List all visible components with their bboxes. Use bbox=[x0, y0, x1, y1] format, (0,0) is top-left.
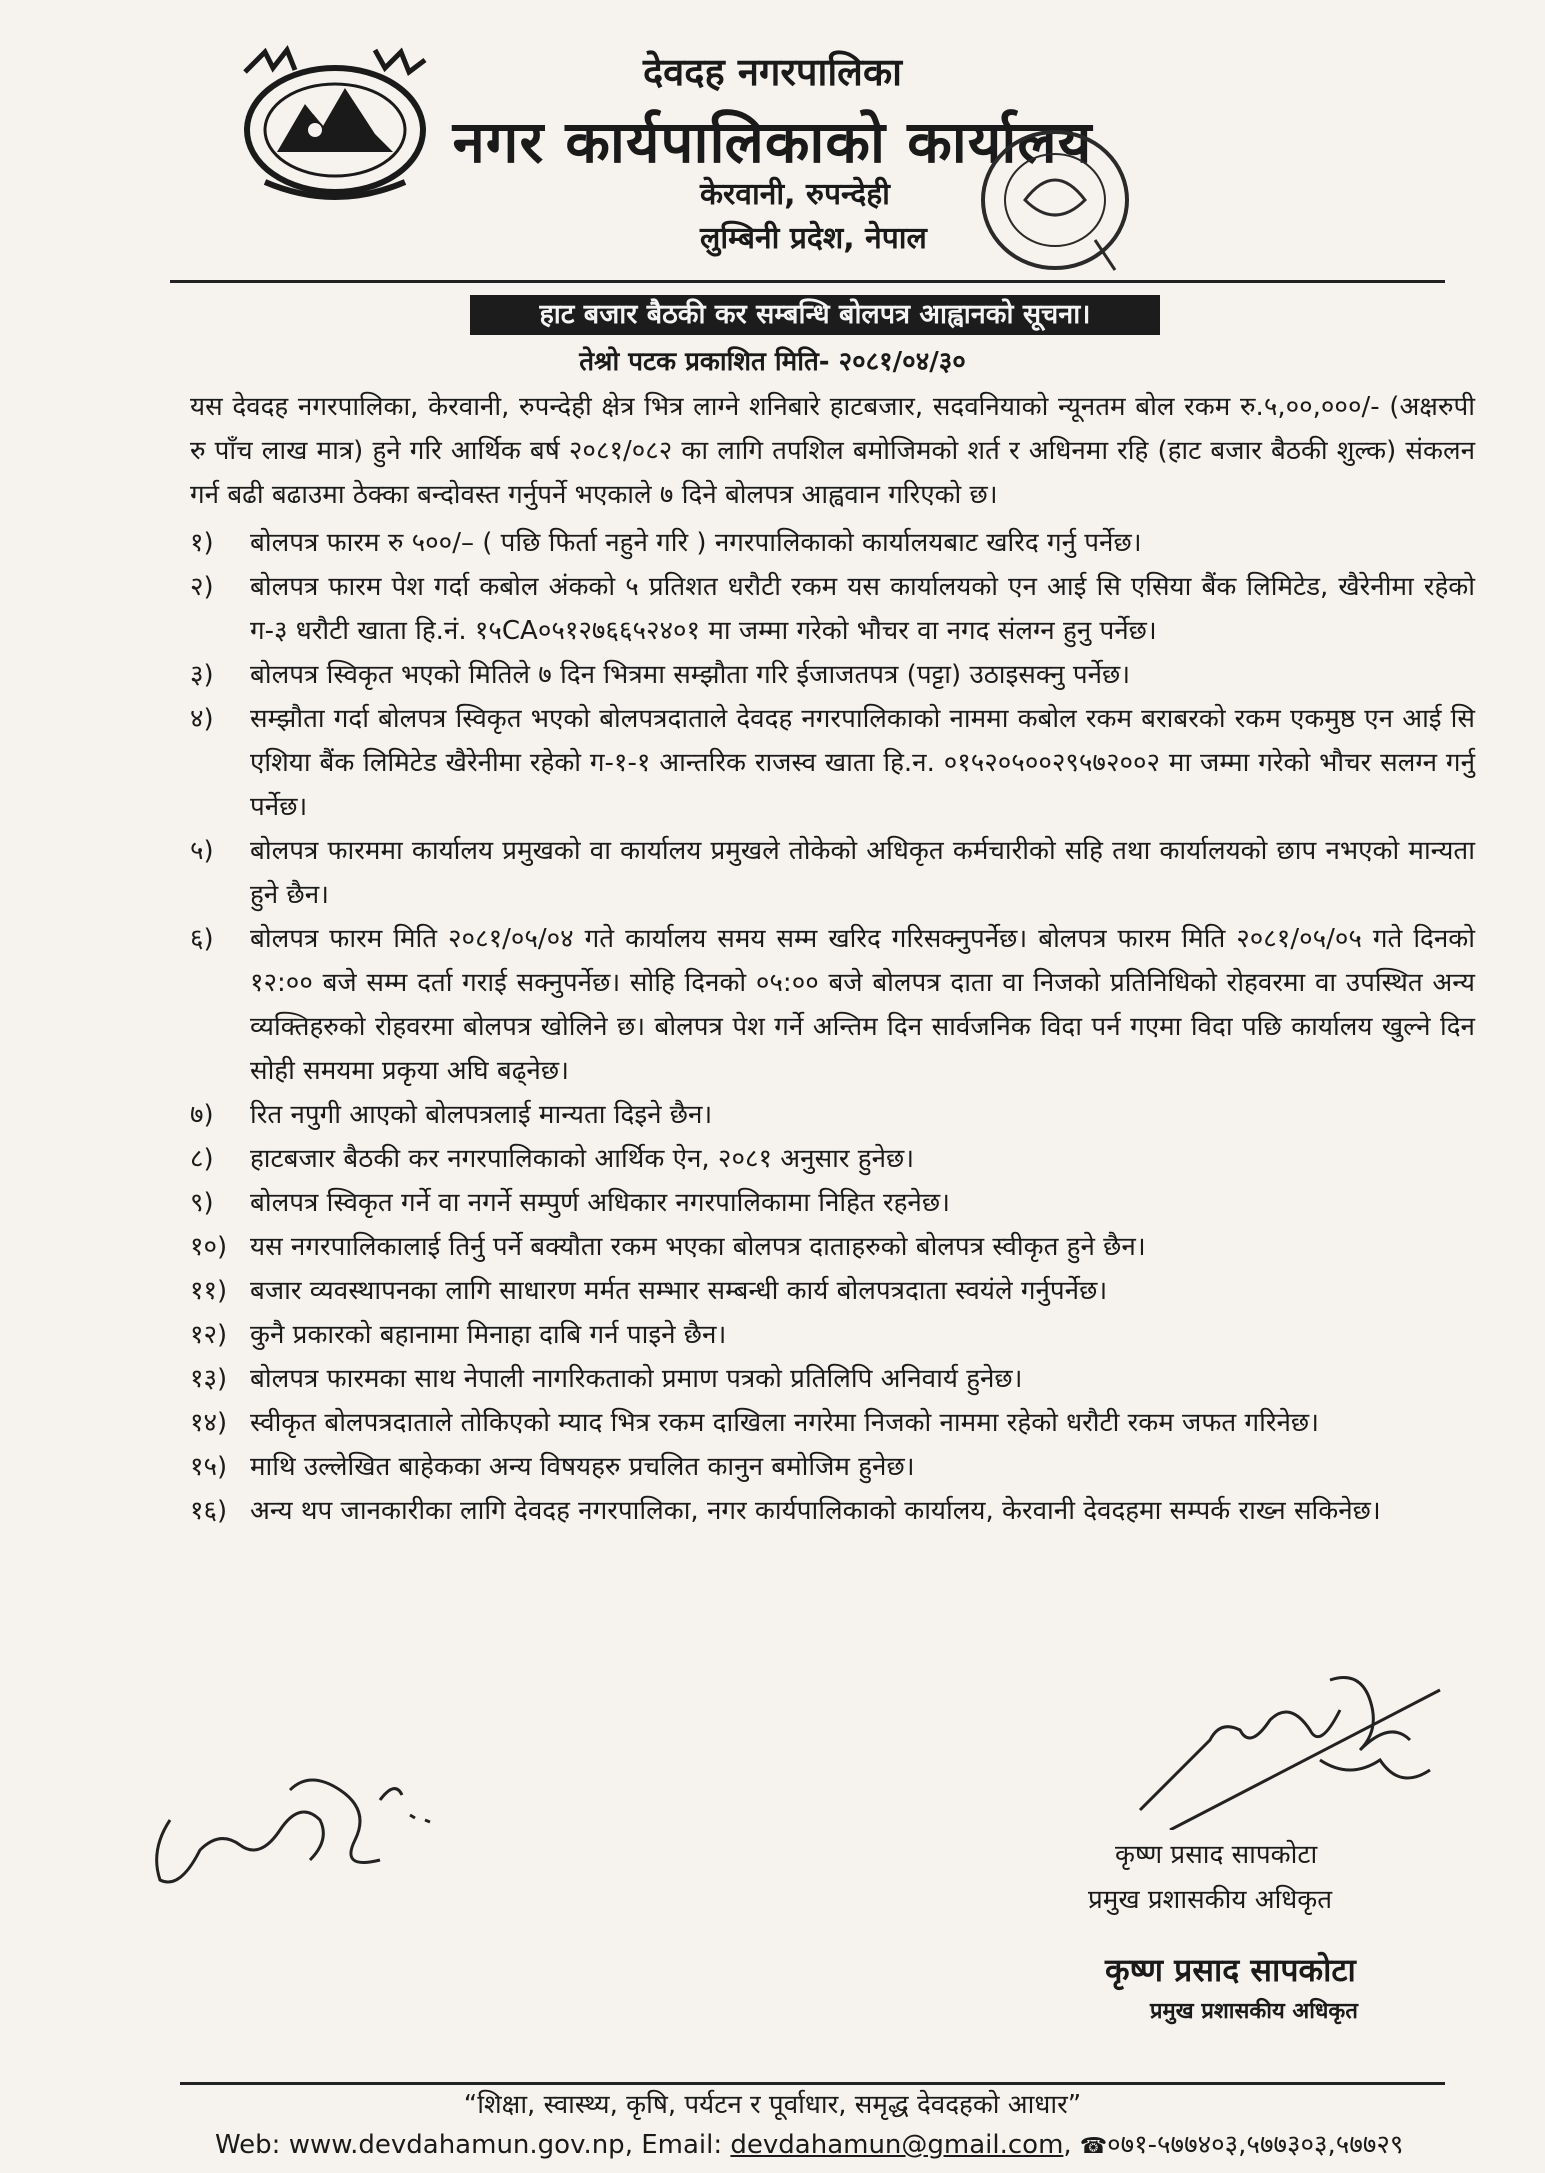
condition-number: ११) bbox=[190, 1276, 228, 1306]
signatory-stamp-role: प्रमुख प्रशासकीय अधिकृत bbox=[1150, 1999, 1358, 2024]
header-divider bbox=[170, 280, 1445, 283]
publication-date: तेश्रो पटक प्रकाशित मिति- २०८१/०४/३० bbox=[579, 347, 966, 377]
condition-item bbox=[190, 1401, 1475, 1445]
condition-item bbox=[190, 1137, 1475, 1181]
condition-item bbox=[190, 917, 1475, 1093]
footer-motto: “शिक्षा, स्वास्थ्य, कृषि, पर्यटन र पूर्वाधार, समृद्ध देवदहको आधार” bbox=[463, 2090, 1082, 2120]
condition-text: रित नपुगी आएको बोलपत्रलाई मान्यता दिइने छैन। bbox=[250, 1100, 713, 1130]
condition-number: १४) bbox=[190, 1408, 228, 1438]
handwritten-signature-left bbox=[140, 1760, 440, 1900]
condition-item bbox=[190, 1093, 1475, 1137]
condition-number: ९) bbox=[190, 1188, 214, 1218]
signatory-stamp-name: कृष्ण प्रसाद सापकोटा bbox=[1105, 1951, 1356, 1989]
notice-title: हाट बजार बैठकी कर सम्बन्धि बोलपत्र आह्वानको सूचना। bbox=[470, 295, 1160, 335]
condition-text: माथि उल्लेखित बाहेकका अन्य विषयहरु प्रचलित कानुन बमोजिम हुनेछ। bbox=[250, 1452, 915, 1482]
condition-item bbox=[190, 653, 1475, 697]
condition-text: सम्झौता गर्दा बोलपत्र स्विकृत भएको बोलपत्रदाताले देवदह नगरपालिकाको नाममा कबोल रकम बराबरको रकम एकमुष्ठ एन आई सि एशिया बैंक लिमिटेड खैरेनीमा रहेको ग-१-१ आन्तरिक राजस्व खाता हि.न. ०१५२०५००२९५७२००२ मा जम्मा गरेको भौचर सलग्न गर्नु पर्नेछ। bbox=[250, 704, 1475, 822]
address-line-1: केरवानी, रुपन्देही bbox=[700, 177, 890, 212]
phone-icon: ☎ bbox=[1079, 2134, 1108, 2159]
signatory-name: कृष्ण प्रसाद सापकोटा bbox=[1115, 1840, 1318, 1870]
condition-item bbox=[190, 1357, 1475, 1401]
condition-item bbox=[190, 565, 1475, 653]
address-line-2: लुम्बिनी प्रदेश, नेपाल bbox=[700, 221, 927, 256]
condition-text: बोलपत्र फारम रु ५००/– ( पछि फिर्ता नहुने गरि ) नगरपालिकाको कार्यालयबाट खरिद गर्नु पर्नेछ। bbox=[250, 528, 1142, 558]
municipality-name: देवदह नगरपालिका bbox=[643, 50, 902, 94]
footer-email-link[interactable]: devdahamun@gmail.com bbox=[730, 2130, 1064, 2160]
condition-text: बोलपत्र फारम पेश गर्दा कबोल अंकको ५ प्रतिशत धरौटी रकम यस कार्यालयको एन आई सि एसिया बैंक लिमिटेड, खैरेनीमा रहेको ग-३ धरौटी खाता हि.नं. १५CA०५१२७६६५२४०१ मा जम्मा गरेको भौचर वा नगद संलग्न हुनु पर्नेछ। bbox=[250, 572, 1475, 646]
condition-text: यस नगरपालिकालाई तिर्नु पर्ने बक्यौता रकम भएका बोलपत्र दाताहरुको बोलपत्र स्वीकृत हुने छैन। bbox=[250, 1232, 1146, 1262]
condition-item bbox=[190, 1445, 1475, 1489]
condition-number: ७) bbox=[190, 1100, 214, 1130]
condition-item bbox=[190, 1269, 1475, 1313]
footer-phone: ०७१-५७७४०३,५७७३०३,५७७२९ bbox=[1107, 2130, 1404, 2160]
condition-item bbox=[190, 1225, 1475, 1269]
condition-number: १) bbox=[190, 528, 214, 558]
condition-number: १६) bbox=[190, 1496, 228, 1526]
condition-item bbox=[190, 829, 1475, 917]
condition-text: कुनै प्रकारको बहानामा मिनाहा दाबि गर्न पाइने छैन। bbox=[250, 1320, 727, 1350]
condition-number: १३) bbox=[190, 1364, 228, 1394]
condition-text: बोलपत्र स्विकृत भएको मितिले ७ दिन भित्रमा सम्झौता गरि ईजाजतपत्र (पट्टा) उठाइसक्नु पर्नेछ। bbox=[250, 660, 1131, 690]
handwritten-signature-right bbox=[1130, 1660, 1450, 1830]
condition-number: २) bbox=[190, 572, 214, 602]
footer-web-label: Web: www.devdahamun.gov.np, Email: bbox=[215, 2130, 731, 2160]
condition-number: ४) bbox=[190, 704, 214, 734]
condition-text: स्वीकृत बोलपत्रदाताले तोकिएको म्याद भित्र रकम दाखिला नगरेमा निजको नाममा रहेको धरौटी रकम जफत गरिनेछ। bbox=[250, 1408, 1319, 1438]
footer-contact: Web: www.devdahamun.gov.np, Email: devdahamun@gmail.com, ☎०७१-५७७४०३,५७७३०३,५७७२९ bbox=[215, 2130, 1404, 2160]
condition-number: ५) bbox=[190, 836, 214, 866]
condition-text: अन्य थप जानकारीका लागि देवदह नगरपालिका, नगर कार्यपालिकाको कार्यालय, केरवानी देवदहमा सम्पर्क राख्न सकिनेछ। bbox=[250, 1496, 1381, 1526]
condition-text: हाटबजार बैठकी कर नगरपालिकाको आर्थिक ऐन, २०८१ अनुसार हुनेछ। bbox=[250, 1144, 915, 1174]
condition-item bbox=[190, 1489, 1475, 1533]
condition-text: बोलपत्र फारमका साथ नेपाली नागरिकताको प्रमाण पत्रको प्रतिलिपि अनिवार्य हुनेछ। bbox=[250, 1364, 1023, 1394]
office-name: नगर कार्यपालिकाको कार्यालय bbox=[452, 108, 1093, 176]
office-seal-icon bbox=[965, 120, 1145, 280]
condition-item bbox=[190, 1313, 1475, 1357]
condition-number: १०) bbox=[190, 1232, 228, 1262]
notice-body bbox=[190, 385, 1475, 1533]
condition-number: १५) bbox=[190, 1452, 228, 1482]
condition-text: बजार व्यवस्थापनका लागि साधारण मर्मत सम्भार सम्बन्धी कार्य बोलपत्रदाता स्वयंले गर्नुपर्नेछ। bbox=[250, 1276, 1108, 1306]
condition-number: ८) bbox=[190, 1144, 214, 1174]
condition-number: ३) bbox=[190, 660, 214, 690]
condition-text: बोलपत्र फारम मिति २०८१/०५/०४ गते कार्यालय समय सम्म खरिद गरिसक्नुपर्नेछ। बोलपत्र फारम मिति २०८१/०५/०५ गते दिनको १२:०० बजे सम्म दर्ता गराई सक्नुपर्नेछ। सोहि दिनको ०५:०० बजे बोलपत्र दाता वा निजको प्रतिनिधिको रोहवरमा वा उपस्थित अन्य व्यक्तिहरुको रोहवरमा बोलपत्र खोलिने छ। बोलपत्र पेश गर्ने अन्तिम दिन सार्वजनिक विदा पर्न गएमा विदा पछि कार्यालय खुल्ने दिन सोही समयमा प्रकृया अघि बढ्नेछ। bbox=[250, 924, 1475, 1086]
condition-item bbox=[190, 697, 1475, 829]
condition-number: ६) bbox=[190, 924, 214, 954]
condition-item bbox=[190, 521, 1475, 565]
notice-intro: यस देवदह नगरपालिका, केरवानी, रुपन्देही क्षेत्र भित्र लाग्ने शनिबारे हाटबजार, सदवनियाको न्यूनतम बोल रकम रु.५,००,०००/- (अक्षरुपी रु पाँच लाख मात्र) हुने गरि आर्थिक बर्ष २०८१/०८२ का लागि तपशिल बमोजिमको शर्त र अधिनमा रहि (हाट बजार बैठकी शुल्क) संकलन गर्न बढी बढाउमा ठेक्का बन्दोवस्त गर्नुपर्ने भएकाले ७ दिने बोलपत्र आह्ववान गरिएको छ। bbox=[190, 392, 1475, 510]
signatory-role: प्रमुख प्रशासकीय अधिकृत bbox=[1088, 1885, 1333, 1915]
condition-text: बोलपत्र फारममा कार्यालय प्रमुखको वा कार्यालय प्रमुखले तोकेको अधिकृत कर्मचारीको सहि तथा कार्यालयको छाप नभएको मान्यता हुने छैन। bbox=[250, 836, 1475, 910]
condition-number: १२) bbox=[190, 1320, 228, 1350]
condition-text: बोलपत्र स्विकृत गर्ने वा नगर्ने सम्पुर्ण अधिकार नगरपालिकामा निहित रहनेछ। bbox=[250, 1188, 950, 1218]
condition-item bbox=[190, 1181, 1475, 1225]
conditions-list bbox=[190, 521, 1475, 1533]
